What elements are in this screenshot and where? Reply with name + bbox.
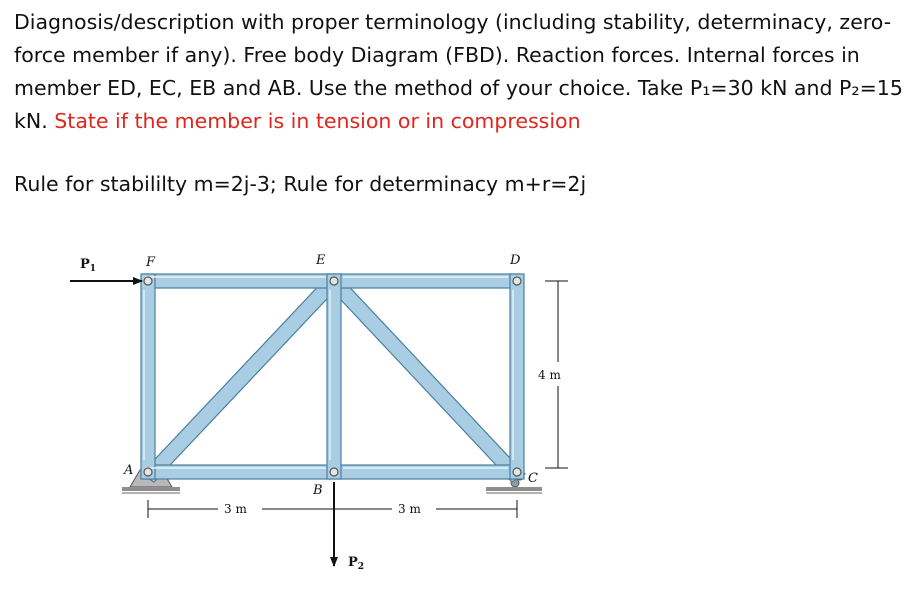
member-AE	[141, 277, 340, 482]
stability-determinacy-rules: Rule for stabililty m=2j-3; Rule for determinacy m+r=2j	[14, 172, 587, 196]
pin-C	[513, 468, 521, 476]
member-ED	[329, 274, 519, 288]
dimension-right-span: 3 m	[398, 502, 421, 516]
member-AB	[143, 465, 329, 479]
member-EB	[327, 274, 341, 479]
joint-label-A: A	[124, 463, 134, 478]
member-EC	[327, 277, 525, 482]
joint-label-B: B	[313, 483, 323, 498]
pin-F	[144, 277, 152, 285]
member-BC	[329, 465, 519, 479]
joint-label-D: D	[510, 253, 521, 268]
dimension-left-span: 3 m	[224, 502, 247, 516]
horizontal-dimension	[148, 500, 517, 518]
tension-compression-instruction: State if the member is in tension or in compression	[54, 109, 581, 133]
pin-A	[144, 468, 152, 476]
truss-members	[141, 274, 525, 482]
dimension-height: 4 m	[538, 368, 561, 382]
member-AF	[141, 274, 155, 479]
joint-label-E: E	[316, 253, 326, 268]
joint-label-F: F	[146, 255, 156, 270]
pin-E	[330, 277, 338, 285]
member-FE	[143, 274, 329, 288]
load-label-P2: $P_2$	[348, 555, 365, 572]
joint-label-C: C	[528, 471, 538, 486]
member-DC	[510, 274, 524, 479]
problem-text: Diagnosis/description with proper terminology (including stability, determinacy, zero-force member if any). Free body Diagram (FBD). Reaction forces. Internal forces in member ED, EC, EB and AB. Use the method of your choice. Take P₁=30 kN and P₂=15 kN.	[14, 10, 903, 133]
pin-D	[513, 277, 521, 285]
pin-B	[330, 468, 338, 476]
load-label-P1: $P_1$	[80, 257, 97, 274]
